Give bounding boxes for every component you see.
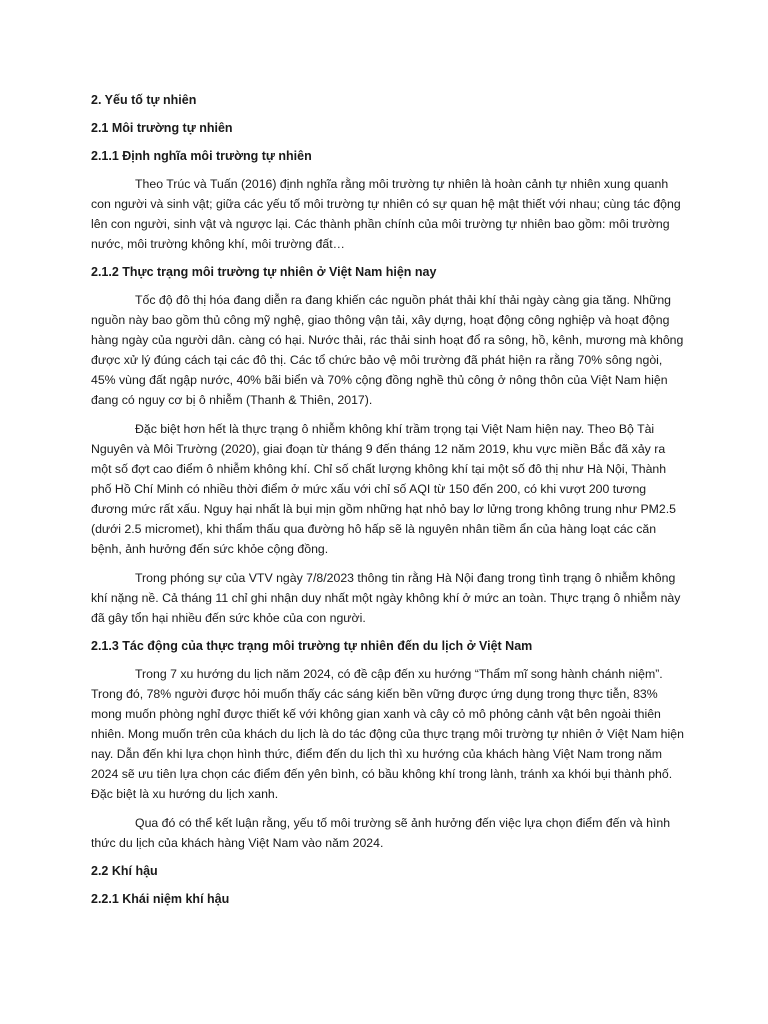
paragraph-vtv-report: Trong phóng sự của VTV ngày 7/8/2023 thông tin rằng Hà Nội đang trong tình trạng ô nhiễm không khí nặng nề. Cả tháng 11 chỉ ghi nhận duy nhất một ngày không khí ở mức an toàn. Thực trạng ô nhiễm này đã gây tổn hại nhiều đến sức khỏe của con người. [91, 571, 681, 625]
heading-2-1-3: 2.1.3 Tác động của thực trạng môi trường tự nhiên đến du lịch ở Việt Nam [91, 639, 533, 653]
heading-2: 2. Yếu tố tự nhiên [91, 93, 197, 107]
heading-2-2-1: 2.2.1 Khái niệm khí hậu [91, 892, 230, 906]
paragraph-air-pollution: Đặc biệt hơn hết là thực trạng ô nhiễm không khí trầm trọng tại Việt Nam hiện nay. Theo Bộ Tài Nguyên và Môi Trường (2020), giai đoạn từ tháng 9 đến tháng 12 năm 2019, khu vực miền Bắc đã xảy ra một số đợt cao điểm ô nhiễm không khí. Chỉ số chất lượng không khí tại một số đô thị như Hà Nội, Thành phố Hồ Chí Minh có nhiều thời điểm ở mức xấu với chỉ số AQI từ 150 đến 200, có khi vượt 200 tương đương mức rất xấu. Nguy hại nhất là bụi mịn gồm những hạt nhỏ bay lơ lửng trong không trung như PM2.5 (dưới 2.5 micromet), khi thẩm thấu qua đường hô hấp sẽ là nguyên nhân tiềm ẩn của hàng loạt các căn bệnh, ảnh hưởng đến sức khỏe cộng đồng. [91, 422, 677, 556]
paragraph-urbanization: Tốc độ đô thị hóa đang diễn ra đang khiến các nguồn phát thải khí thải ngày càng gia tăng. Những nguồn này bao gồm thủ công mỹ nghệ, giao thông vận tải, xây dựng, hoạt động công nghiệp và hoạt động hàng ngày của người dân. càng có hại. Nước thải, rác thải sinh hoạt đổ ra sông, hồ, kênh, mương mà không được xử lý đúng cách tại các đô thị. Các tổ chức bảo vệ môi trường đã phát hiện ra rằng 70% sông ngòi, 45% vùng đất ngập nước, 40% bãi biển và 70% cộng đồng nghề thủ công ở nông thôn của Việt Nam hiện đang có nguy cơ bị ô nhiễm (Thanh & Thiên, 2017). [91, 293, 684, 407]
heading-2-2: 2.2 Khí hậu [91, 864, 158, 878]
heading-2-1: 2.1 Môi trường tự nhiên [91, 121, 233, 135]
paragraph-travel-trends: Trong 7 xu hướng du lịch năm 2024, có đề cập đến xu hướng “Thẩm mĩ song hành chánh niệm”. Trong đó, 78% người được hỏi muốn thấy các sáng kiến bền vững được ứng dụng trong thực tiễn, 83% mong muốn phòng nghỉ được thiết kế với không gian xanh và cây cỏ mô phỏng cảnh vật bên ngoài thiên nhiên. Mong muốn trên của khách du lịch là do tác động của thực trạng môi trường tự nhiên ở Việt Nam hiện nay. Dẫn đến khi lựa chọn hình thức, điểm đến du lịch thì xu hướng của khách hàng Việt Nam trong năm 2024 sẽ ưu tiên lựa chọn các điểm đến yên bình, có bầu không khí trong lành, tránh xa khói bụi thành phố. Đặc biệt là xu hướng du lịch xanh. [91, 667, 684, 801]
document-page [91, 90, 685, 909]
paragraph-conclusion: Qua đó có thể kết luận rằng, yếu tố môi trường sẽ ảnh hưởng đến việc lựa chọn điểm đến và hình thức du lịch của khách hàng Việt Nam vào năm 2024. [91, 816, 671, 850]
paragraph-definition: Theo Trúc và Tuấn (2016) định nghĩa rằng môi trường tự nhiên là hoàn cảnh tự nhiên xung quanh con người và sinh vật; giữa các yếu tố môi trường tự nhiên có sự quan hệ mật thiết với nhau; cùng tác động lên con người, sinh vật và ngược lại. Các thành phần chính của môi trường tự nhiên bao gồm: môi trường nước, môi trường không khí, môi trường đất… [91, 177, 681, 251]
heading-2-1-1: 2.1.1 Định nghĩa môi trường tự nhiên [91, 149, 312, 163]
heading-2-1-2: 2.1.2 Thực trạng môi trường tự nhiên ở Việt Nam hiện nay [91, 265, 437, 279]
